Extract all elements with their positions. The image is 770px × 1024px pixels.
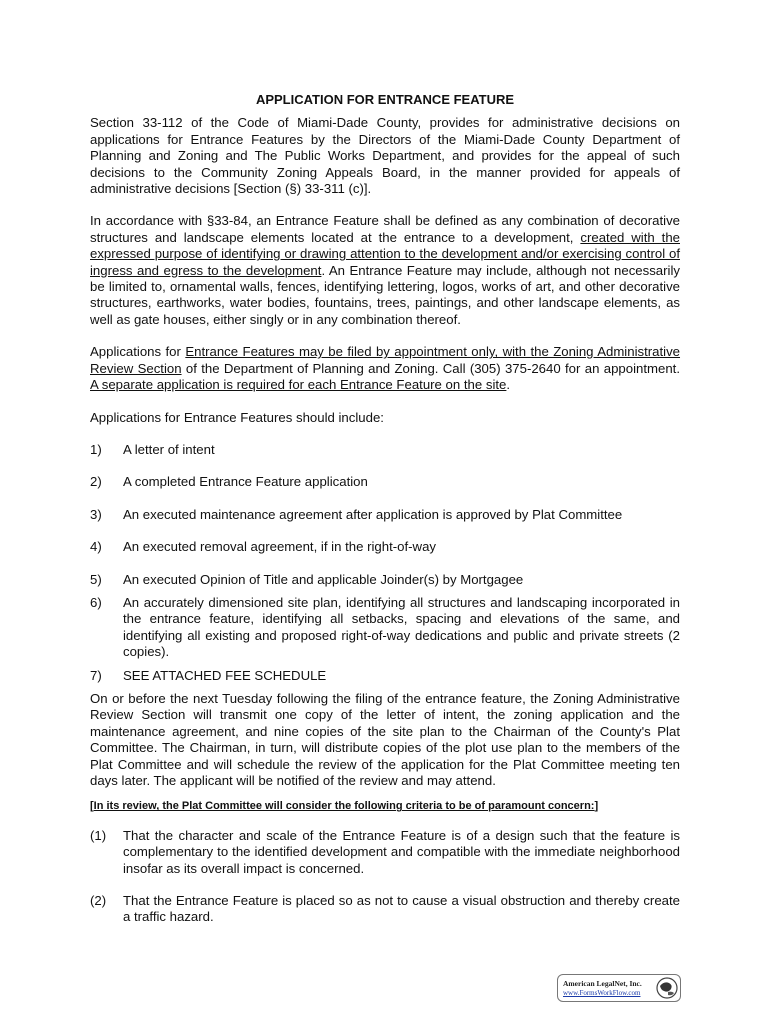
publisher-name: American LegalNet, Inc.: [563, 979, 642, 988]
list-item-number: 2): [90, 474, 102, 490]
appointment-text-b: of the Department of Planning and Zoning. Call (305) 375-2640 for an appointment.: [181, 360, 680, 376]
list-item-number: 3): [90, 506, 102, 522]
list-item-text: An executed removal agreement, if in the right-of-way: [123, 539, 436, 555]
requirements-list: [90, 442, 680, 684]
document-body: [90, 92, 680, 926]
globe-icon: [656, 977, 678, 999]
appointment-underlined-text-2: A separate application is required for each Entrance Feature on the site: [90, 377, 507, 393]
note-open-bracket: [: [90, 800, 94, 813]
list-item: [90, 442, 680, 458]
criteria-note: [90, 798, 680, 814]
definition-text-b: . An Entrance Feature may include, although not necessarily be limited to, ornamental walls, fences, identifying lettering, logos, works of art, and other decorative structures, earthworks, water bodies, fountains, trees, paintings, and other landscape elements, as well as gate houses, either singly or in any combination thereof.: [90, 262, 680, 327]
list-item: [90, 893, 680, 926]
criteria-list: [90, 828, 680, 926]
paragraph-appointment: [90, 344, 680, 393]
appointment-text-c: .: [506, 377, 511, 393]
criteria-text: That the Entrance Feature is placed so as not to cause a visual obstruction and thereby create a traffic hazard.: [123, 893, 680, 925]
list-item: [90, 572, 680, 588]
page-title: APPLICATION FOR ENTRANCE FEATURE: [255, 92, 515, 107]
criteria-text: That the character and scale of the Entrance Feature is of a design such that the feature is complementary to the identified development and compatible with the immediate neighborhood insofar as its overall impact is concerned.: [123, 827, 680, 876]
appointment-underlined-text-1: Entrance Features may be filed by appointment only, with the Zoning Administrative Review Section: [90, 344, 681, 376]
list-item: [90, 668, 680, 684]
list-item-text: SEE ATTACHED FEE SCHEDULE: [123, 667, 327, 683]
list-item-number: 4): [90, 539, 102, 555]
paragraph-plat-committee: On or before the next Tuesday following the filing of the entrance feature, the Zoning Administrative Review Section will transmit one copy of the letter of intent, the zoning application and the maintenance agreement, and nine copies of the site plan to the Chairman of the County's Plat Committee. The Chairman, in turn, will distribute copies of the plot use plan to the members of the Plat Committee and will schedule the review of the application for the Plat Committee meeting ten days later. The applicant will be notified of the review and may attend.: [90, 690, 680, 788]
list-item: [90, 539, 680, 555]
list-item-text: A letter of intent: [123, 441, 215, 457]
list-item-number: 1): [90, 441, 102, 457]
list-item-text: An executed Opinion of Title and applicable Joinder(s) by Mortgagee: [123, 571, 524, 587]
publisher-link[interactable]: www.FormsWorkFlow.com: [563, 989, 641, 997]
note-close-bracket: ]: [594, 800, 599, 813]
list-item-text: An accurately dimensioned site plan, identifying all structures and landscaping incorporated in the entrance feature, identifying all setbacks, spacing and elevations of the same, and identifying all existing and proposed right-of-way dedications and public and private streets (2 copies).: [123, 594, 680, 660]
list-item: [90, 474, 680, 490]
criteria-number: (2): [90, 893, 107, 909]
list-item-number: 5): [90, 571, 102, 587]
list-item-number: 7): [90, 667, 102, 683]
list-item: [90, 828, 680, 877]
list-item-text: An executed maintenance agreement after application is approved by Plat Committee: [123, 506, 623, 522]
definition-underlined-text: created with the expressed purpose of identifying or drawing attention to the development and/or exercising control of ingress and egress to the development: [90, 229, 680, 278]
list-item: [90, 507, 680, 523]
paragraph-section-33-112: Section 33-112 of the Code of Miami-Dade County, provides for administrative decisions on applications for Entrance Features by the Directors of the Miami-Dade County Department of Planning and Zoning and The Public Works Department, and provides for the appeal of such decisions to the Community Zoning Appeals Board, in the manner provided for appeals of administrative decisions [Section (§) 33-311 (c)].: [90, 115, 680, 197]
publisher-badge: [557, 974, 681, 1002]
paragraph-should-include: Applications for Entrance Features should include:: [90, 409, 384, 425]
note-underlined-text: In its review, the Plat Committee will consider the following criteria to be of paramount concern:: [93, 800, 595, 813]
paragraph-definition: [90, 213, 680, 328]
list-item: [90, 595, 680, 661]
definition-text-a: In accordance with §33-84, an Entrance Feature shall be defined as any combination of decorative structures and landscape elements located at the entrance to a development,: [90, 213, 680, 245]
list-item-text: A completed Entrance Feature application: [123, 474, 368, 490]
list-item-number: 6): [90, 594, 102, 610]
appointment-text-a: Applications for: [90, 344, 186, 360]
criteria-number: (1): [90, 827, 107, 843]
